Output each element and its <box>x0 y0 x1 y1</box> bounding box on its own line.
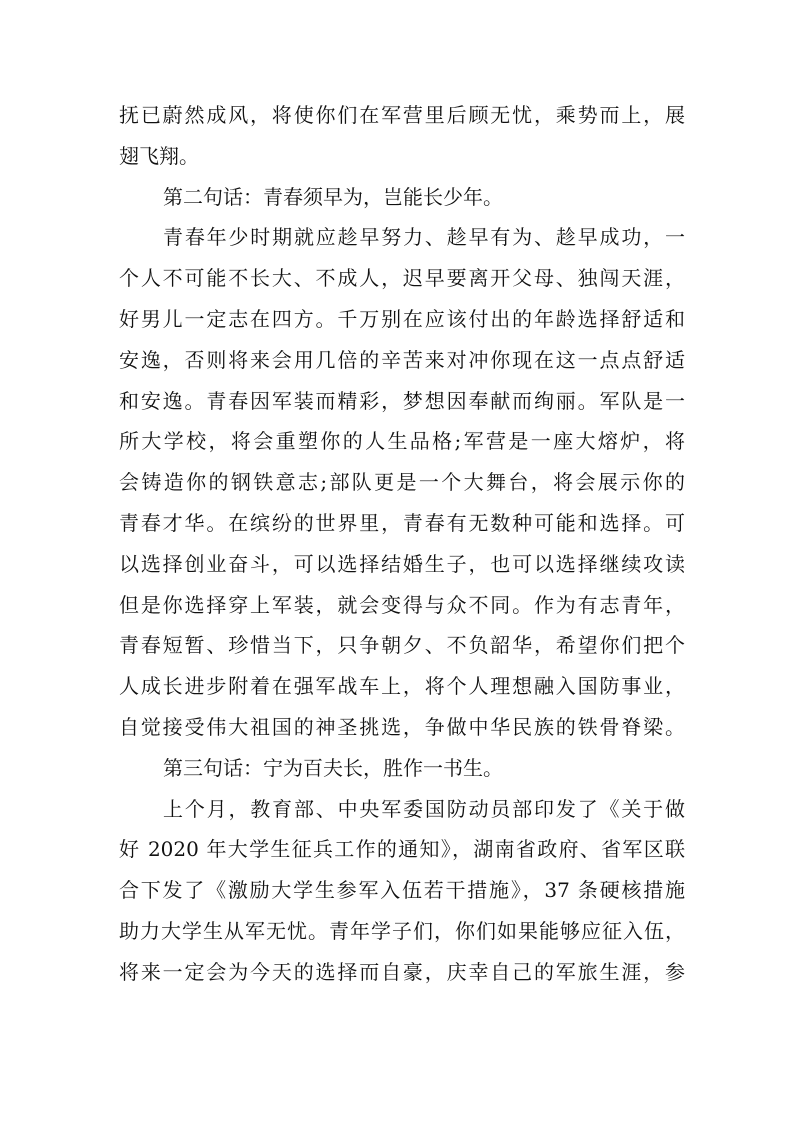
text-line: 青春短暂、珍惜当下，只争朝夕、不负韶华，希望你们把个 <box>119 633 685 658</box>
text-line: 助力大学生从军无忧。青年学子们，你们如果能够应征入伍， <box>119 918 685 943</box>
text-line: 以选择创业奋斗，可以选择结婚生子，也可以选择继续攻读 <box>119 551 685 576</box>
paragraph <box>119 95 685 177</box>
text-line: 好男儿一定志在四方。千万别在应该付出的年龄选择舒适和 <box>119 306 685 331</box>
paragraph <box>119 217 685 747</box>
document-body <box>119 95 685 993</box>
paragraph <box>119 789 685 993</box>
text-line: 翅飞翔。 <box>119 143 199 168</box>
text-line: 和安逸。青春因军装而精彩，梦想因奉献而绚丽。军队是一 <box>119 388 685 413</box>
text-line: 合下发了《激励大学生参军入伍若干措施》，37 条硬核措施 <box>119 878 685 903</box>
text-line: 好 2020 年大学生征兵工作的通知》，湖南省政府、省军区联 <box>119 837 685 862</box>
section-heading <box>119 177 685 218</box>
text-line: 个人不可能不长大、不成人，迟早要离开父母、独闯天涯， <box>119 266 685 291</box>
text-line: 所大学校，将会重塑你的人生品格;军营是一座大熔炉，将 <box>119 429 685 454</box>
text-line: 会铸造你的钢铁意志;部队更是一个大舞台，将会展示你的 <box>119 470 685 495</box>
text-line: 上个月，教育部、中央军委国防动员部印发了《关于做 <box>163 796 685 821</box>
section-heading <box>119 748 685 789</box>
text-line: 但是你选择穿上军装，就会变得与众不同。作为有志青年， <box>119 592 685 617</box>
text-line: 抚已蔚然成风，将使你们在军营里后顾无忧，乘势而上，展 <box>119 103 685 127</box>
text-line: 第三句话：宁为百夫长，胜作一书生。 <box>163 755 503 780</box>
text-line: 安逸，否则将来会用几倍的辛苦来对冲你现在这一点点舒适 <box>119 347 685 372</box>
text-line: 自觉接受伟大祖国的神圣挑选，争做中华民族的铁骨脊梁。 <box>119 714 685 739</box>
text-line: 第二句话：青春须早为，岂能长少年。 <box>163 184 503 209</box>
text-line: 青春才华。在缤纷的世界里，青春有无数种可能和选择。可 <box>119 510 685 535</box>
text-line: 青春年少时期就应趁早努力、趁早有为、趁早成功，一 <box>163 225 685 250</box>
text-line: 人成长进步附着在强军战车上，将个人理想融入国防事业， <box>119 674 685 699</box>
text-line: 将来一定会为今天的选择而自豪，庆幸自己的军旅生涯，参 <box>119 959 685 984</box>
